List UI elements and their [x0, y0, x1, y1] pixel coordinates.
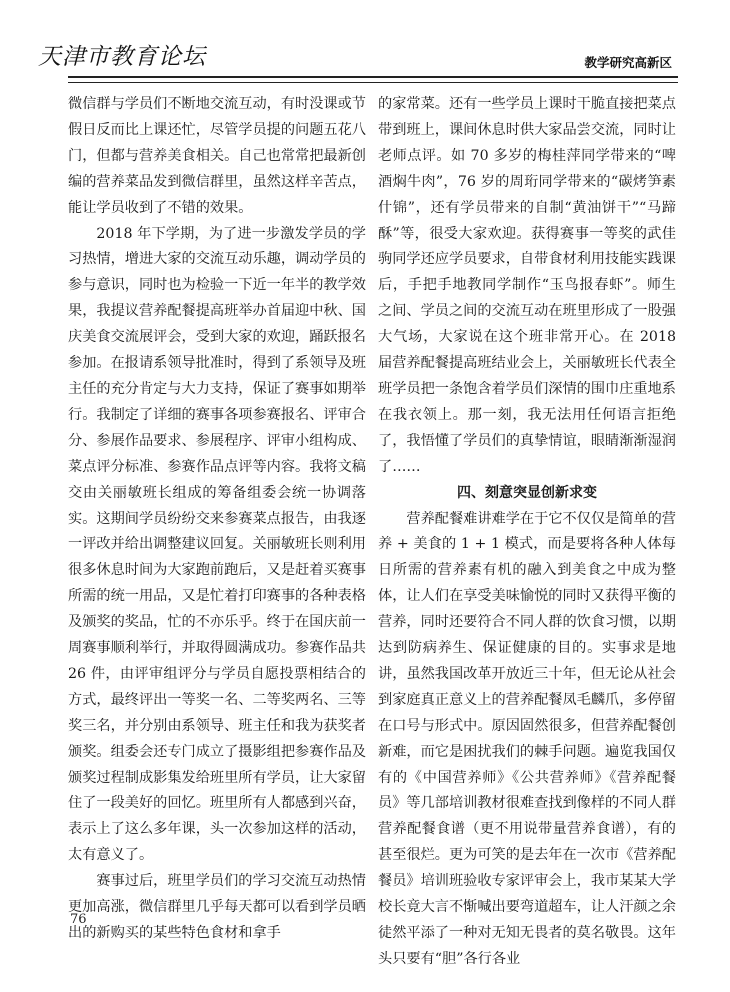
right-paragraph-1: 的家常菜。还有一些学员上课时干脆直接把菜点带到班上，课间休息时供大家品尝交流，同时让老师点评。如 70 多岁的梅桂萍同学带来的“啤酒焖牛肉”，76 岁的周珩同学带来的“碳烤笋素什锦”，还有学员带来的自制“黄油饼干”“马蹄酥”等，很受大家欢迎。获得赛事一等奖的武佳驹同学还应学员要求，自带食材利用技能实践课后，手把手地教同学制作“玉鸟报春虾”。师生之间、学员之间的交流互动在班里形成了一股强大气场，大家说在这个班非常开心。在 2018 届营养配餐提高班结业会上，关丽敏班长代表全班学员把一条饱含着学员们深情的围巾庄重地系在我衣领上。那一刻，我无法用任何语言拒绝了，我悟懂了学员们的真挚情谊，眼睛渐渐湿润了…… [378, 96, 676, 475]
header-rule [68, 76, 678, 83]
right-column [378, 92, 676, 973]
right-paragraph-2: 营养配餐难讲难学在于它不仅仅是简单的营养 + 美食的 1 + 1 模式，而是要将各种人体每日所需的营养素有机的融入到美食之中成为整体，让人们在享受美味愉悦的同时又获得平衡的营养，同时还要符合不同人群的饮食习惯，以期达到防病养生、保证健康的目的。实事求是地讲，虽然我国改革开放近三十年，但无论从社会到家庭真正意义上的营养配餐凤毛麟爪，多停留在口号与形式中。原因固然很多，但营养配餐创新难，而它是困扰我们的棘手问题。遍览我国仅有的《中国营养师》《公共营养师》《营养配餐员》等几部培训教材很难查找到像样的不同人群营养配餐食谱（更不用说带量营养食谱），有的甚至很烂。更为可笑的是去年在一次市《营养配餐员》培训班验收专家评审会上，我市某某大学校长竟大言不惭喊出要弯道超车，让人汗颜之余徒然平添了一种对无知无畏者的莫名敬畏。这年头只要有“胆”各行各业 [378, 510, 676, 967]
page-number: 76 [70, 912, 87, 927]
left-paragraph-3: 赛事过后，班里学员们的学习交流互动热情更加高涨，微信群里几乎每天都可以看到学员晒出的新购买的某些特色食材和拿手 [68, 873, 366, 941]
left-paragraph-1: 微信群与学员们不断地交流互动，有时没课或节假日反而比上课还忙，尽管学员提的问题五花八门，但都与营养美食相关。自己也常常把最新创编的营养菜品发到微信群里，虽然这样辛苦点，能让学员收到了不错的效果。 [68, 96, 366, 216]
section-heading: 四、刻意突显创新求变 [457, 484, 597, 501]
left-paragraph-2: 2018 年下学期，为了进一步激发学员的学习热情，增进大家的交流互动乐趣，调动学员的参与意识，同时也为检验一下近一年半的教学效果，我提议营养配餐提高班举办首届迎中秋、国庆美食交流展评会，受到大家的欢迎，踊跃报名参加。在报请系领导批准时，得到了系领导及班主任的充分肯定与大力支持，保证了赛事如期举行。我制定了详细的赛事各项参赛报名、评审合分、参展作品要求、参展程序、评审小组构成、菜点评分标准、参赛作品点评等内容。我将文稿交由关丽敏班长组成的筹备组委会统一协调落实。这期间学员纷纷交来参赛菜点报告，由我逐一评改并给出调整建议回复。关丽敏班长则利用很多休息时间为大家跑前跑后，又是赶着买赛事所需的统一用品，又是忙着打印赛事的各种表格及颁奖的奖品，忙的不亦乐乎。终于在国庆前一周赛事顺利举行，并取得圆满成功。参赛作品共 26 件，由评审组评分与学员自愿投票相结合的方式，最终评出一等奖一名、二等奖两名、三等奖三名，并分别由系领导、班主任和我为获奖者颁奖。组委会还专门成立了摄影组把参赛作品及颁奖过程制成影集发给班里所有学员，让大家留住了一段美好的回忆。班里所有人都感到兴奋，表示上了这么多年课，头一次参加这样的活动，太有意义了。 [68, 225, 366, 864]
journal-logo: 天津市教育论坛 [38, 44, 206, 70]
left-column [68, 92, 366, 947]
section-label: 教学研究高新区 [584, 55, 672, 70]
